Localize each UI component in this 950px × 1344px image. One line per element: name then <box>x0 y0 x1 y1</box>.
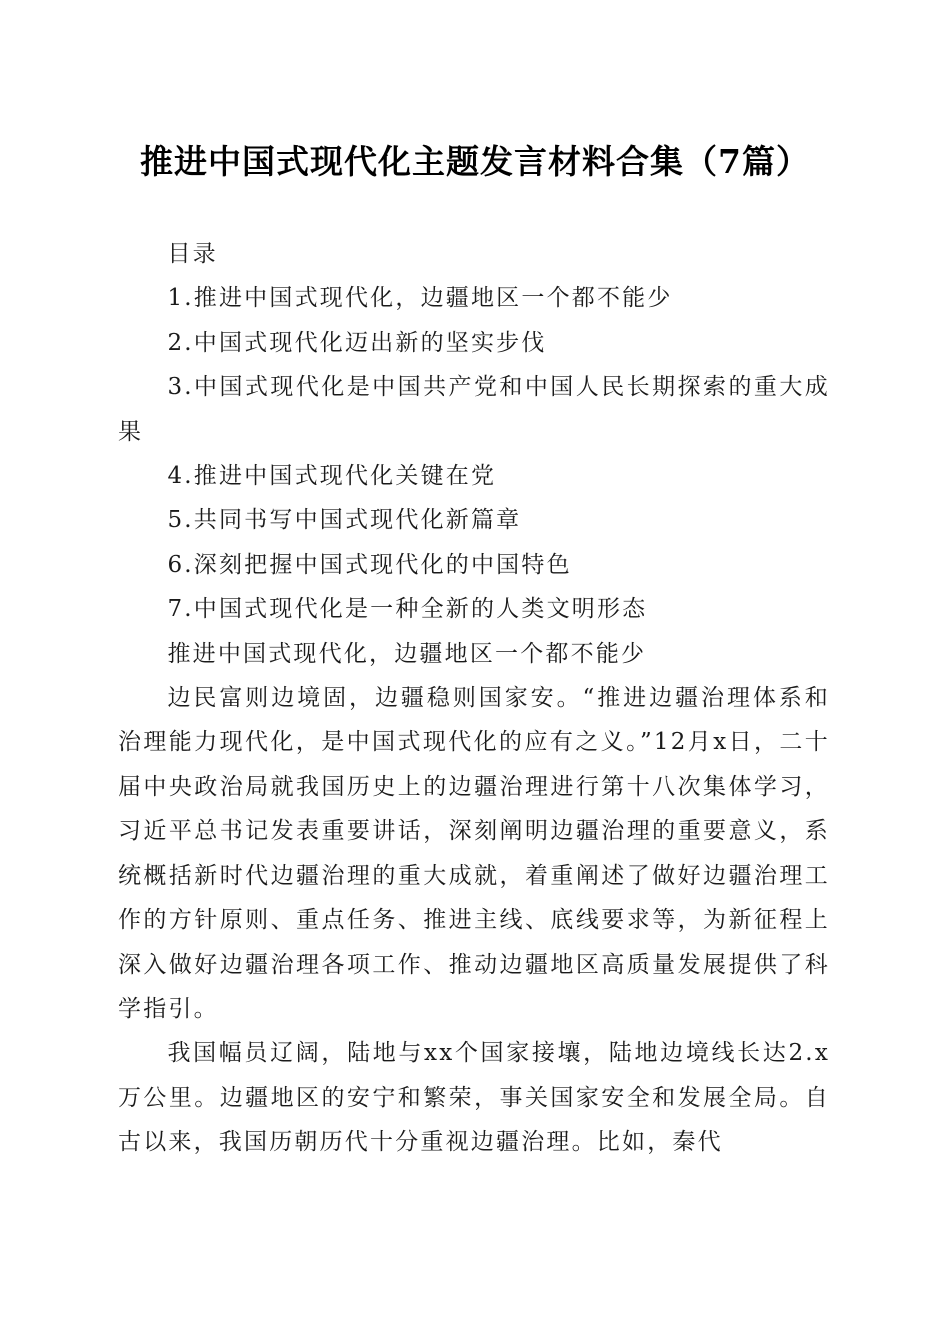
document-body <box>118 232 830 1165</box>
body-paragraph: 我国幅员辽阔，陆地与xx个国家接壤，陆地边境线长达2.x万公里。边疆地区的安宁和繁荣，事关国家安全和发展全局。自古以来，我国历朝历代十分重视边疆治理。比如，秦代 <box>118 1040 830 1156</box>
toc-heading: 目录 <box>167 241 218 267</box>
toc-item-1: 1.推进中国式现代化，边疆地区一个都不能少 <box>167 285 673 312</box>
document-title: 推进中国式现代化主题发言材料合集（7篇） <box>140 142 810 181</box>
toc-item-7: 7.中国式现代化是一种全新的人类文明形态 <box>167 596 648 623</box>
toc-item-3: 3.中国式现代化是中国共产党和中国人民长期探索的重大成果 <box>118 374 830 445</box>
body-paragraph: 边民富则边境固，边疆稳则国家安。“推进边疆治理体系和治理能力现代化，是中国式现代化的应有之义。”12月x日，二十届中央政治局就我国历史上的边疆治理进行第十八次集体学习，习近平总书记发表重要讲话，深刻阐明边疆治理的重要意义，系统概括新时代边疆治理的重大成就，着重阐述了做好边疆治理工作的方针原则、重点任务、推进主线、底线要求等，为新征程上深入做好边疆治理各项工作、推动边疆地区高质量发展提供了科学指引。 <box>118 685 830 1022</box>
section-title: 推进中国式现代化，边疆地区一个都不能少 <box>167 640 647 667</box>
toc-item-6: 6.深刻把握中国式现代化的中国特色 <box>167 551 572 578</box>
toc-item-2: 2.中国式现代化迈出新的坚实步伐 <box>167 329 547 356</box>
toc-item-5: 5.共同书写中国式现代化新篇章 <box>167 507 522 534</box>
toc-item-4: 4.推进中国式现代化关键在党 <box>167 463 497 490</box>
